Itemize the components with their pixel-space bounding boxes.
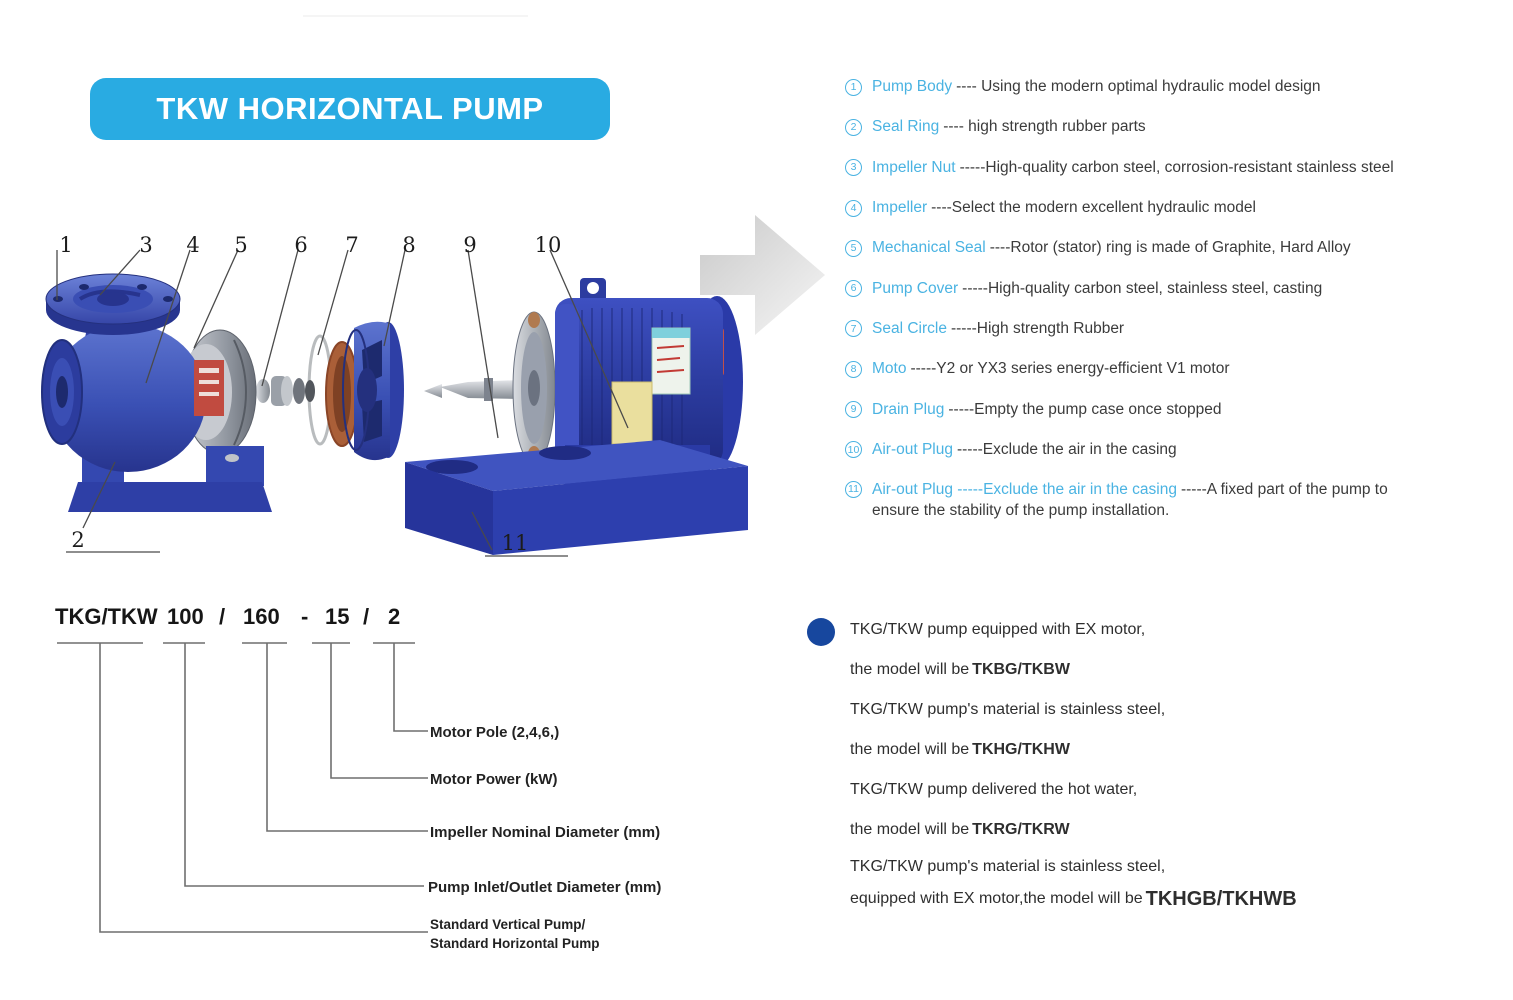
part-number-badge: 2 xyxy=(845,119,862,136)
model-inlet-diameter: 100 xyxy=(167,604,204,629)
variant-note-line xyxy=(850,810,1490,850)
callout-number: 2 xyxy=(71,528,85,552)
page-title: TKW HORIZONTAL PUMP xyxy=(156,91,544,126)
variant-note-line xyxy=(850,650,1490,690)
model-separator: - xyxy=(301,604,309,629)
part-name: Air-out Plug -----Exclude the air in the casing xyxy=(872,480,1177,498)
part-number-badge: 9 xyxy=(845,401,862,418)
part-description: ---- high strength rubber parts xyxy=(943,118,1146,136)
model-separator: / xyxy=(219,604,226,629)
label-impeller-diameter: Impeller Nominal Diameter (mm) xyxy=(430,824,661,841)
part-name: Pump Body xyxy=(872,78,953,96)
callout-number: 9 xyxy=(463,233,477,257)
callout-number: 6 xyxy=(294,233,308,257)
model-prefix: TKG/TKW xyxy=(55,604,158,629)
part-description: ----Rotor (stator) ring is made of Graphite, Hard Alloy xyxy=(989,239,1351,257)
part-number-badge: 7 xyxy=(845,320,862,337)
variant-note-line xyxy=(850,690,1490,730)
part-description: ---- Using the modern optimal hydraulic model design xyxy=(956,78,1321,96)
part-name: Seal Circle xyxy=(872,319,947,337)
part-number-badge: 11 xyxy=(845,481,862,498)
part-number-badge: 3 xyxy=(845,159,862,176)
callout-number: 10 xyxy=(534,233,562,257)
title-banner xyxy=(90,78,610,140)
label-inlet-outlet-diameter: Pump Inlet/Outlet Diameter (mm) xyxy=(428,879,662,896)
note-text: TKG/TKW pump equipped with EX motor, xyxy=(850,621,1146,638)
note-text: equipped with EX motor,the model will be xyxy=(850,890,1143,907)
part-number-badge: 1 xyxy=(845,79,862,96)
parts-list-item xyxy=(845,107,1513,147)
callout-number: 3 xyxy=(139,233,153,257)
note-text: the model will be xyxy=(850,741,970,758)
note-text: TKG/TKW pump's material is stainless steel, xyxy=(850,701,1166,718)
label-motor-power: Motor Power (kW) xyxy=(430,771,558,788)
parts-list xyxy=(845,67,1513,521)
note-text: TKG/TKW pump's material is stainless steel, xyxy=(850,858,1166,875)
model-motor-power: 15 xyxy=(325,604,350,629)
model-code-connector-lines xyxy=(40,633,460,963)
motor-illustration xyxy=(555,278,743,468)
part-description: -----Empty the pump case once stopped xyxy=(948,400,1222,418)
model-motor-pole: 2 xyxy=(388,604,401,629)
variant-note-line xyxy=(850,610,1490,650)
part-name: Seal Ring xyxy=(872,118,940,136)
motor-flange-illustration xyxy=(513,312,555,464)
note-model-code: TKBG/TKBW xyxy=(972,661,1070,678)
part-name: Pump Cover xyxy=(872,279,959,297)
part-description: ----Select the modern excellent hydraulic model xyxy=(931,199,1256,217)
part-name: Drain Plug xyxy=(872,400,945,418)
motor-shaft-illustration xyxy=(424,378,524,401)
part-number-badge: 6 xyxy=(845,280,862,297)
note-model-code: TKRG/TKRW xyxy=(972,821,1070,838)
part-name: Impeller Nut xyxy=(872,158,956,176)
callout-number: 1 xyxy=(59,233,73,257)
parts-list-item xyxy=(845,389,1513,429)
note-text: TKG/TKW pump delivered the hot water, xyxy=(850,781,1138,798)
motor-nameplate xyxy=(612,382,652,444)
part-number-badge: 5 xyxy=(845,240,862,257)
callout-number: 7 xyxy=(345,233,359,257)
parts-list-item xyxy=(845,430,1513,470)
parts-list-item xyxy=(845,228,1513,268)
parts-list-item xyxy=(845,148,1513,188)
mechanical-seal-illustration xyxy=(256,376,315,406)
label-pump-series-line1: Standard Vertical Pump/ xyxy=(430,917,586,932)
variant-notes xyxy=(850,610,1490,914)
note-model-code: TKHGB/TKHWB xyxy=(1145,887,1297,910)
parts-list-item xyxy=(845,349,1513,389)
callout-number: 11 xyxy=(501,531,529,555)
variant-note-line xyxy=(850,730,1490,770)
note-text: the model will be xyxy=(850,661,970,678)
part-number-badge: 8 xyxy=(845,361,862,378)
part-name: Impeller xyxy=(872,199,928,217)
variant-note-line xyxy=(850,770,1490,810)
model-separator: / xyxy=(363,604,370,629)
label-pump-series-line2: Standard Horizontal Pump xyxy=(430,936,600,951)
part-description: -----Exclude the air in the casing xyxy=(956,440,1177,458)
parts-list-item xyxy=(845,188,1513,228)
parts-list-item xyxy=(845,67,1513,107)
pump-base-illustration xyxy=(405,440,748,555)
part-description: -----High-quality carbon steel, stainless steel, casting xyxy=(962,279,1323,297)
gasket-ring-illustration xyxy=(326,342,358,446)
note-text: the model will be xyxy=(850,821,970,838)
callout-number: 5 xyxy=(234,233,248,257)
part-description: -----A fixed part of the pump to xyxy=(1180,480,1388,498)
part-name: Mechanical Seal xyxy=(872,239,986,257)
part-description-line2: ensure the stability of the pump installation. xyxy=(872,501,1170,519)
label-motor-pole: Motor Pole (2,4,6,) xyxy=(430,724,560,741)
callout-number: 8 xyxy=(402,233,416,257)
part-name: Air-out Plug xyxy=(872,440,953,458)
model-impeller-diameter: 160 xyxy=(243,604,280,629)
callout-number: 4 xyxy=(186,233,200,257)
variant-note-line xyxy=(850,850,1490,884)
part-name: Moto xyxy=(872,360,907,378)
variant-note-line xyxy=(850,884,1490,914)
note-model-code: TKHG/TKHW xyxy=(972,741,1070,758)
parts-list-item xyxy=(845,268,1513,308)
bullet-icon xyxy=(807,618,835,646)
part-description: -----Y2 or YX3 series energy-efficient V1 motor xyxy=(910,360,1230,378)
exploded-pump-diagram xyxy=(20,200,850,570)
part-description: -----High strength Rubber xyxy=(950,319,1125,337)
part-number-badge: 10 xyxy=(845,441,862,458)
page-artifact-line xyxy=(303,15,528,17)
parts-list-item xyxy=(845,309,1513,349)
parts-list-item xyxy=(845,470,1513,521)
part-number-badge: 4 xyxy=(845,200,862,217)
part-description: -----High-quality carbon steel, corrosion-resistant stainless steel xyxy=(959,158,1394,176)
